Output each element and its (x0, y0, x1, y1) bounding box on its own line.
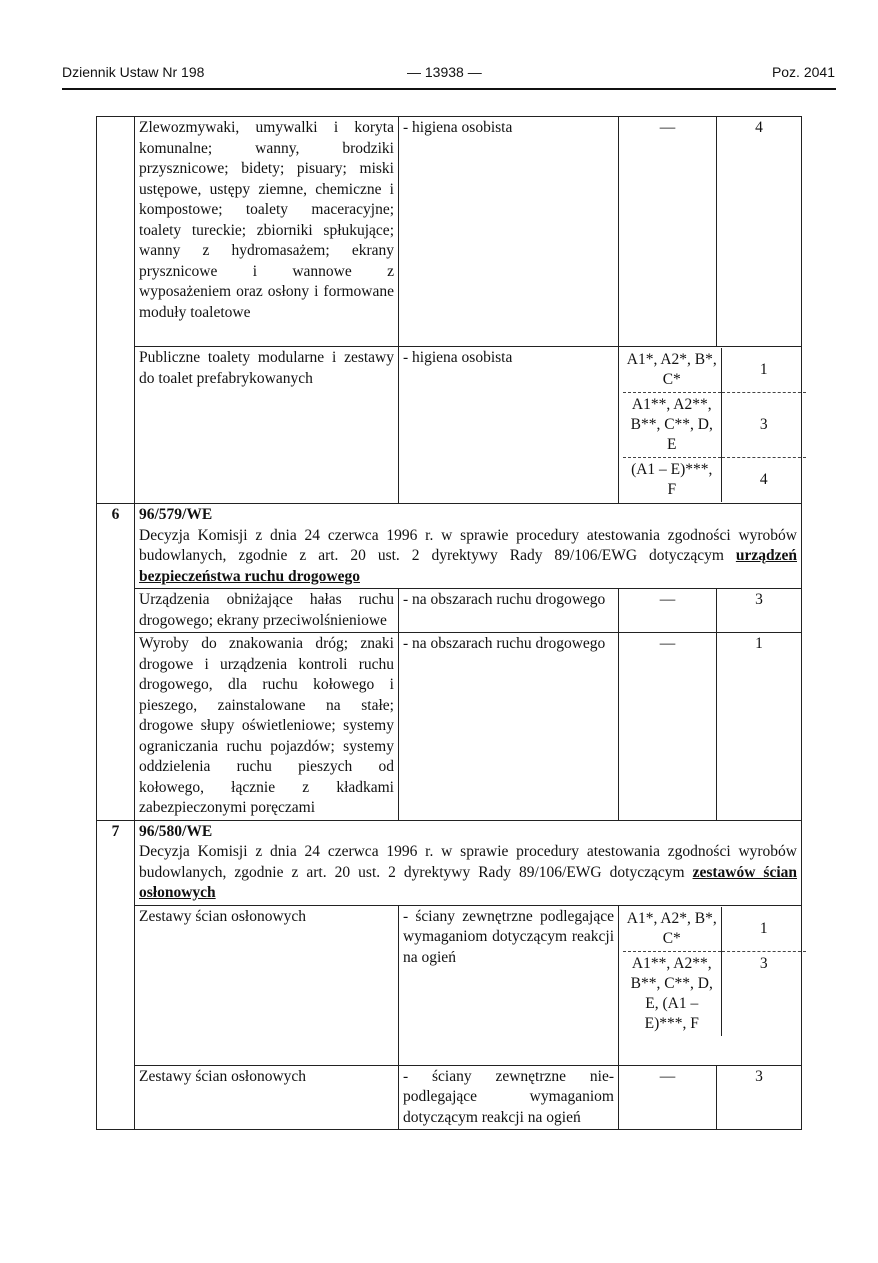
table-row (97, 347, 802, 504)
decision-description: Decyzja Komisji z dnia 24 czerwca 1996 r. w sprawie procedury atestowania zgodności wyrobów budowlanych, zgodnie z art. 20 ust. 2 dyrektywy Rady 89/106/EWG dotyczącym (139, 526, 797, 564)
product-cell: Publiczne toalety modularne i zestawy do toalet prefabrykowanych (135, 347, 399, 504)
table-row (97, 589, 802, 633)
table-row (97, 905, 802, 1065)
section-header-row (97, 504, 802, 589)
section-heading (135, 504, 802, 589)
decision-code: 96/580/WE (139, 822, 213, 840)
page-number: — 13938 — (407, 64, 482, 80)
table-row (97, 633, 802, 821)
class-cell: A1*, A2*, B*, C* (626, 909, 717, 947)
class-cell: — (619, 1065, 717, 1130)
subtable-row (623, 393, 806, 458)
decision-subject: urządzeń bezpieczeństwa ruchu drogowego (139, 547, 798, 585)
decision-code: 96/579/WE (139, 506, 213, 523)
system-cell: 3 (721, 951, 806, 1036)
section-header-row (97, 820, 802, 905)
section-number-cell (97, 117, 135, 504)
table-row (97, 117, 802, 347)
class-cell: — (619, 633, 717, 821)
system-cell: 1 (721, 907, 806, 952)
system-cell: 3 (717, 1065, 802, 1130)
position-number: Poz. 2041 (771, 64, 835, 80)
intended-use-cell: - ściany zewnętrzne podlegające wymaganiom dotyczącym reakcji na ogień (399, 905, 619, 1065)
system-cell: 3 (721, 393, 806, 458)
intended-use-cell: - na obszarach ruchu drogowego (399, 633, 619, 821)
product-cell: Zlewozmywaki, umywalki i koryta komunalne; wanny, brodziki przysznicowe; bidety; pisuary; miski ustępowe, ustępy ziemne, chemiczne i kompostowe; toalety maceracyjne; toalety tureckie; zbiorniki spłukujące; wanny z hydromasażem; ekrany prysznicowe i wannowe z wyposażeniem oraz osłony i formowane moduły toaletowe (135, 117, 399, 347)
subtable-row (623, 951, 806, 1036)
system-cell: 3 (717, 589, 802, 633)
system-cell: 1 (721, 348, 806, 393)
subtable-row (623, 458, 806, 503)
section-number: 7 (97, 820, 135, 1130)
system-cell: 4 (717, 117, 802, 347)
intended-use-cell: - na obszarach ruchu drogowego (399, 589, 619, 633)
journal-title: Dziennik Ustaw Nr 198 (62, 64, 205, 80)
class-cell: A1**, A2**, B**, C**, D, E, (A1 – E)***, F (623, 951, 721, 1036)
product-cell: Urządzenia obniżające hałas ruchu drogowego; ekrany przeciwolśnieniowe (135, 589, 399, 633)
class-cell: — (619, 589, 717, 633)
system-cell: 1 (717, 633, 802, 821)
class-system-subtable (619, 905, 802, 1065)
table-row (97, 1065, 802, 1130)
intended-use-cell: - higiena osobista (399, 347, 619, 504)
section-number: 6 (97, 504, 135, 821)
product-cell: Wyroby do znakowania dróg; znaki drogowe i urządzenia kontroli ruchu drogowego, dla ruchu kołowego i pieszego, zainstalowane na stałe; drogowe słupy oświetleniowe; systemy ograniczania ruchu pojazdów; systemy oddzielenia ruchu pieszych od kołowego, łącznie z kładkami zabezpieczonymi poręczami (135, 633, 399, 821)
decision-subject: zestawów ścian osłonowych (139, 863, 798, 901)
product-cell: Zestawy ścian osłonowych (135, 1065, 399, 1130)
class-cell: (A1 – E)***, F (623, 458, 721, 503)
class-cell: A1*, A2*, B*, C* (626, 351, 717, 388)
intended-use-cell: - higiena osobista (399, 117, 619, 347)
intended-use-cell: - ściany zewnętrzne nie-podlegające wymaganiom dotyczącym reakcji na ogień (399, 1065, 619, 1130)
class-system-subtable (619, 347, 802, 504)
class-cell: A1**, A2**, B**, C**, D, E (623, 393, 721, 458)
regulation-table (96, 116, 802, 1130)
class-cell: — (619, 117, 717, 347)
header-rule (62, 88, 836, 90)
product-cell: Zestawy ścian osłonowych (135, 905, 399, 1065)
section-heading (135, 820, 802, 905)
subtable-row (623, 907, 806, 952)
system-cell: 4 (721, 458, 806, 503)
decision-description: Decyzja Komisji z dnia 24 czerwca 1996 r. w sprawie procedury atestowania zgodności wyrobów budowlanych, zgodnie z art. 20 ust. 2 dyrektywy Rady 89/106/EWG dotyczącym (139, 843, 797, 881)
subtable-row (623, 348, 806, 393)
